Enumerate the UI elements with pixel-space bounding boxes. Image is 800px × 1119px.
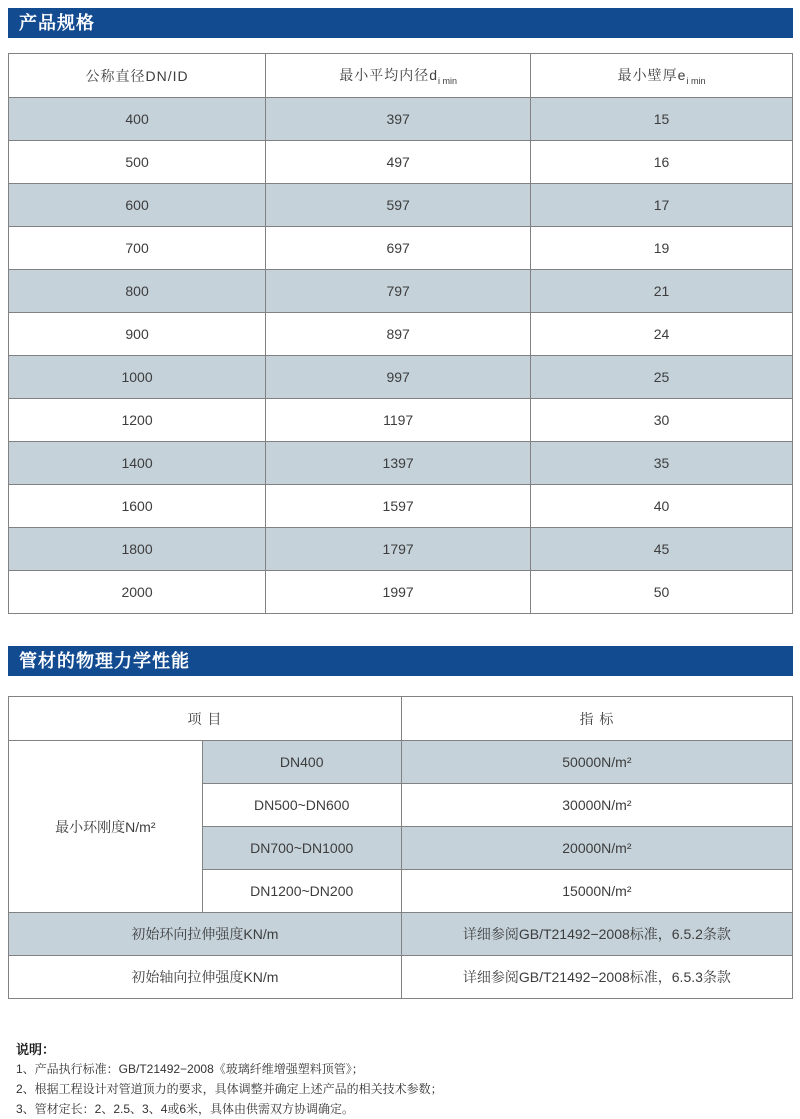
table-cell: 15 bbox=[531, 98, 793, 141]
table-cell: 700 bbox=[9, 227, 266, 270]
table-cell: 24 bbox=[531, 313, 793, 356]
table-cell: 1797 bbox=[266, 528, 531, 571]
note-item: 3、管材定长：2、2.5、3、4或6米，具体由供需双方协调确定。 bbox=[16, 1102, 355, 1116]
table-row bbox=[9, 98, 793, 141]
table-row bbox=[9, 399, 793, 442]
table-cell: 397 bbox=[266, 98, 531, 141]
table-cell: 30000N/m² bbox=[401, 784, 792, 827]
table-cell: 997 bbox=[266, 356, 531, 399]
section-title-text: 产品规格 bbox=[19, 13, 95, 33]
table-cell: 20000N/m² bbox=[401, 827, 792, 870]
table-cell: 1200 bbox=[9, 399, 266, 442]
mechanical-properties-table bbox=[8, 696, 793, 999]
table-cell: 2000 bbox=[9, 571, 266, 614]
table-cell: DN700~DN1000 bbox=[202, 827, 401, 870]
note-item: 2、根据工程设计对管道顶力的要求，具体调整并确定上述产品的相关技术参数； bbox=[16, 1082, 443, 1096]
table-cell: 45 bbox=[531, 528, 793, 571]
product-specs-table bbox=[8, 53, 793, 614]
table-cell: 30 bbox=[531, 399, 793, 442]
table-cell: 1800 bbox=[9, 528, 266, 571]
table-row bbox=[9, 184, 793, 227]
section-title-text: 管材的物理力学性能 bbox=[19, 651, 190, 671]
table-cell: 897 bbox=[266, 313, 531, 356]
table-cell: 21 bbox=[531, 270, 793, 313]
table-cell: 797 bbox=[266, 270, 531, 313]
table-cell: 50000N/m² bbox=[401, 741, 792, 784]
table-row bbox=[9, 913, 793, 956]
section-title-mechanical-properties bbox=[8, 646, 793, 676]
table-cell: DN1200~DN200 bbox=[202, 870, 401, 913]
table-cell: 35 bbox=[531, 442, 793, 485]
table-cell: 597 bbox=[266, 184, 531, 227]
table-row bbox=[9, 227, 793, 270]
table-cell: 19 bbox=[531, 227, 793, 270]
table-header-row bbox=[9, 54, 793, 98]
table-cell: 1000 bbox=[9, 356, 266, 399]
table-row bbox=[9, 741, 793, 784]
table-cell: 详细参阅GB/T21492−2008标准，6.5.2条款 bbox=[401, 913, 792, 956]
table-cell: 50 bbox=[531, 571, 793, 614]
table-cell: 初始环向拉伸强度KN/m bbox=[9, 913, 402, 956]
table-header-row bbox=[9, 697, 793, 741]
table-cell: 1397 bbox=[266, 442, 531, 485]
notes-section bbox=[8, 1041, 793, 1119]
table-row bbox=[9, 485, 793, 528]
table-cell: 17 bbox=[531, 184, 793, 227]
section-title-product-specs bbox=[8, 8, 793, 38]
table-cell: 400 bbox=[9, 98, 266, 141]
column-header-index: 指 标 bbox=[401, 697, 792, 741]
table-cell: 1997 bbox=[266, 571, 531, 614]
table-cell: 900 bbox=[9, 313, 266, 356]
table-cell: 40 bbox=[531, 485, 793, 528]
table-row bbox=[9, 442, 793, 485]
table-cell: 1197 bbox=[266, 399, 531, 442]
table-cell: DN400 bbox=[202, 741, 401, 784]
table-cell: 详细参阅GB/T21492−2008标准，6.5.3条款 bbox=[401, 956, 792, 999]
column-header-nominal-diameter: 公称直径DN/ID bbox=[9, 54, 266, 98]
table-row bbox=[9, 571, 793, 614]
table-cell: 25 bbox=[531, 356, 793, 399]
table-row bbox=[9, 141, 793, 184]
column-header-min-wall-thickness: 最小壁厚$e_{i min}$ bbox=[531, 54, 793, 98]
column-header-item: 项 目 bbox=[9, 697, 402, 741]
table-cell: 497 bbox=[266, 141, 531, 184]
table-row bbox=[9, 528, 793, 571]
note-item: 1、产品执行标准：GB/T21492−2008《玻璃纤维增强塑料顶管》； bbox=[16, 1062, 364, 1076]
table-cell: 1600 bbox=[9, 485, 266, 528]
table-cell: 600 bbox=[9, 184, 266, 227]
table-cell: 697 bbox=[266, 227, 531, 270]
notes-title: 说明： bbox=[16, 1042, 56, 1057]
table-row bbox=[9, 313, 793, 356]
table-cell: 800 bbox=[9, 270, 266, 313]
table-cell: 1597 bbox=[266, 485, 531, 528]
table-cell: 初始轴向拉伸强度KN/m bbox=[9, 956, 402, 999]
table-cell: DN500~DN600 bbox=[202, 784, 401, 827]
column-header-min-avg-inner-diameter: 最小平均内径$d_{i min}$ bbox=[266, 54, 531, 98]
table-row bbox=[9, 956, 793, 999]
table-cell: 500 bbox=[9, 141, 266, 184]
table-cell: 15000N/m² bbox=[401, 870, 792, 913]
table-row bbox=[9, 356, 793, 399]
table-row bbox=[9, 270, 793, 313]
table-cell: 1400 bbox=[9, 442, 266, 485]
group-label-min-ring-stiffness: 最小环刚度N/m² bbox=[9, 741, 203, 913]
table-cell: 16 bbox=[531, 141, 793, 184]
